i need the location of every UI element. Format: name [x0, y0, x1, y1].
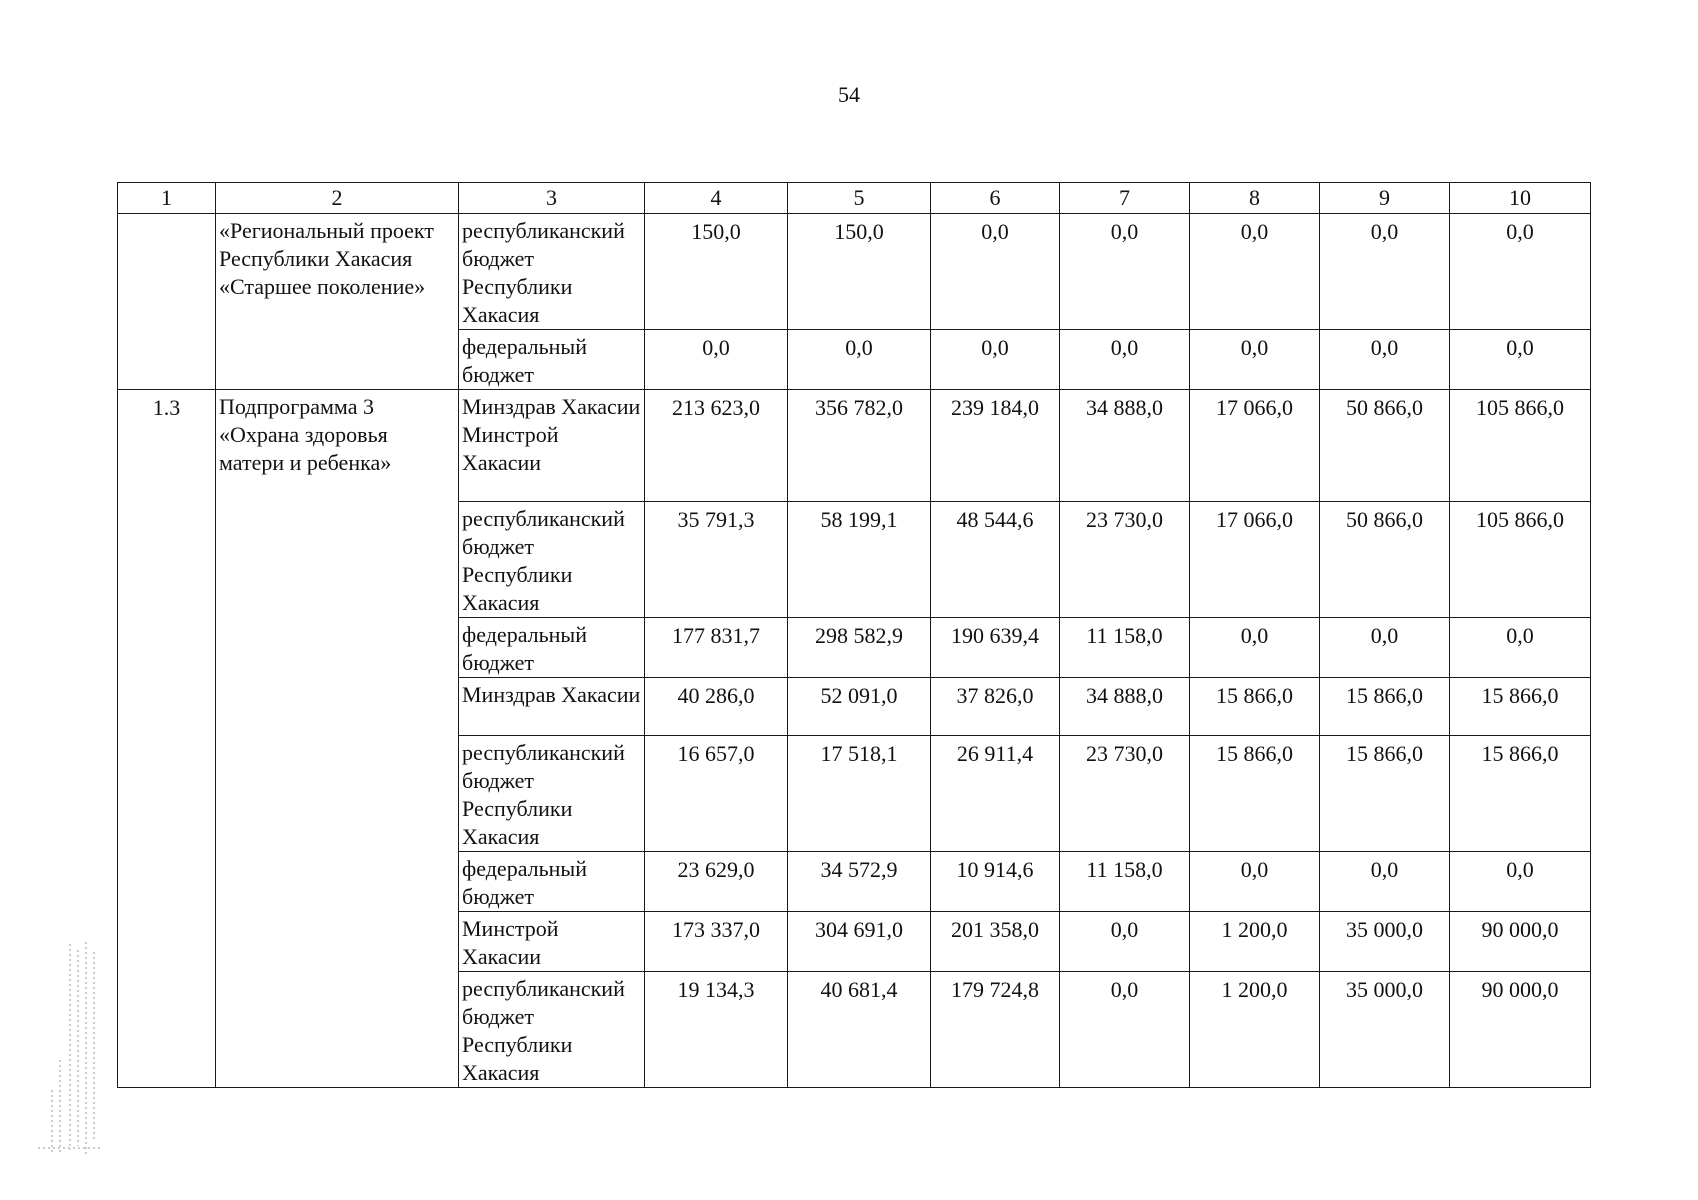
amount-cell: 0,0 — [1190, 852, 1320, 912]
amount-cell: 35 000,0 — [1320, 912, 1450, 972]
amount-cell: 179 724,8 — [931, 972, 1060, 1088]
amount-cell: 34 888,0 — [1060, 678, 1190, 736]
amount-cell: 40 681,4 — [788, 972, 931, 1088]
amount-cell: 0,0 — [1450, 618, 1591, 678]
column-header: 10 — [1450, 183, 1591, 214]
amount-cell: 0,0 — [1320, 330, 1450, 390]
funding-source: федеральный бюджет — [459, 618, 645, 678]
amount-cell: 58 199,1 — [788, 502, 931, 618]
amount-cell: 23 730,0 — [1060, 736, 1190, 852]
amount-cell: 173 337,0 — [645, 912, 788, 972]
amount-cell: 105 866,0 — [1450, 502, 1591, 618]
amount-cell: 35 791,3 — [645, 502, 788, 618]
amount-cell: 35 000,0 — [1320, 972, 1450, 1088]
amount-cell: 34 888,0 — [1060, 390, 1190, 502]
amount-cell: 0,0 — [1450, 852, 1591, 912]
amount-cell: 177 831,7 — [645, 618, 788, 678]
amount-cell: 50 866,0 — [1320, 502, 1450, 618]
amount-cell: 26 911,4 — [931, 736, 1060, 852]
amount-cell: 0,0 — [1450, 330, 1591, 390]
amount-cell: 0,0 — [1450, 214, 1591, 330]
item-code: 1.3 — [118, 390, 216, 1088]
amount-cell: 0,0 — [1190, 330, 1320, 390]
amount-cell: 298 582,9 — [788, 618, 931, 678]
amount-cell: 304 691,0 — [788, 912, 931, 972]
amount-cell: 0,0 — [645, 330, 788, 390]
amount-cell: 0,0 — [1320, 214, 1450, 330]
funding-source: федеральный бюджет — [459, 852, 645, 912]
amount-cell: 90 000,0 — [1450, 912, 1591, 972]
funding-source: республиканский бюджет Республики Хакасия — [459, 972, 645, 1088]
amount-cell: 23 730,0 — [1060, 502, 1190, 618]
item-name: «Региональный проект Республики Хакасия «Старшее поколение» — [216, 214, 459, 390]
amount-cell: 48 544,6 — [931, 502, 1060, 618]
funding-source: Минстрой Хакасии — [459, 912, 645, 972]
funding-source: республиканский бюджет Республики Хакасия — [459, 502, 645, 618]
amount-cell: 15 866,0 — [1190, 678, 1320, 736]
funding-source: Минздрав Хакасии — [459, 678, 645, 736]
amount-cell: 10 914,6 — [931, 852, 1060, 912]
column-header: 1 — [118, 183, 216, 214]
amount-cell: 15 866,0 — [1320, 678, 1450, 736]
amount-cell: 0,0 — [1320, 852, 1450, 912]
column-header: 2 — [216, 183, 459, 214]
amount-cell: 190 639,4 — [931, 618, 1060, 678]
amount-cell: 17 518,1 — [788, 736, 931, 852]
margin-stamp-marks — [30, 940, 102, 1160]
amount-cell: 0,0 — [1190, 618, 1320, 678]
amount-cell: 15 866,0 — [1190, 736, 1320, 852]
funding-source: республиканский бюджет Республики Хакасия — [459, 736, 645, 852]
amount-cell: 37 826,0 — [931, 678, 1060, 736]
funding-source: республиканский бюджет Республики Хакасия — [459, 214, 645, 330]
funding-source: федеральный бюджет — [459, 330, 645, 390]
amount-cell: 0,0 — [1060, 912, 1190, 972]
amount-cell: 150,0 — [645, 214, 788, 330]
amount-cell: 17 066,0 — [1190, 502, 1320, 618]
amount-cell: 34 572,9 — [788, 852, 931, 912]
header-row — [118, 183, 1591, 214]
amount-cell: 0,0 — [1060, 214, 1190, 330]
amount-cell: 0,0 — [931, 330, 1060, 390]
amount-cell: 11 158,0 — [1060, 618, 1190, 678]
amount-cell: 105 866,0 — [1450, 390, 1591, 502]
amount-cell: 52 091,0 — [788, 678, 931, 736]
amount-cell: 356 782,0 — [788, 390, 931, 502]
column-header: 3 — [459, 183, 645, 214]
amount-cell: 50 866,0 — [1320, 390, 1450, 502]
amount-cell: 0,0 — [931, 214, 1060, 330]
amount-cell: 1 200,0 — [1190, 912, 1320, 972]
table-row — [118, 390, 1591, 502]
amount-cell: 40 286,0 — [645, 678, 788, 736]
amount-cell: 0,0 — [788, 330, 931, 390]
item-code — [118, 214, 216, 390]
amount-cell: 150,0 — [788, 214, 931, 330]
amount-cell: 1 200,0 — [1190, 972, 1320, 1088]
amount-cell: 15 866,0 — [1450, 736, 1591, 852]
amount-cell: 201 358,0 — [931, 912, 1060, 972]
amount-cell: 0,0 — [1060, 330, 1190, 390]
amount-cell: 16 657,0 — [645, 736, 788, 852]
funding-source: Минздрав Хакасии Минстрой Хакасии — [459, 390, 645, 502]
amount-cell: 90 000,0 — [1450, 972, 1591, 1088]
table-row — [118, 214, 1591, 330]
column-header: 8 — [1190, 183, 1320, 214]
amount-cell: 0,0 — [1190, 214, 1320, 330]
amount-cell: 0,0 — [1320, 618, 1450, 678]
column-header: 7 — [1060, 183, 1190, 214]
amount-cell: 19 134,3 — [645, 972, 788, 1088]
amount-cell: 17 066,0 — [1190, 390, 1320, 502]
column-header: 9 — [1320, 183, 1450, 214]
amount-cell: 239 184,0 — [931, 390, 1060, 502]
column-header: 6 — [931, 183, 1060, 214]
item-name: Подпрограмма 3 «Охрана здоровья матери и ребенка» — [216, 390, 459, 1088]
budget-table — [117, 182, 1591, 1088]
amount-cell: 23 629,0 — [645, 852, 788, 912]
amount-cell: 213 623,0 — [645, 390, 788, 502]
amount-cell: 15 866,0 — [1320, 736, 1450, 852]
page-number: 54 — [838, 82, 860, 107]
amount-cell: 15 866,0 — [1450, 678, 1591, 736]
column-header: 4 — [645, 183, 788, 214]
column-header: 5 — [788, 183, 931, 214]
amount-cell: 11 158,0 — [1060, 852, 1190, 912]
amount-cell: 0,0 — [1060, 972, 1190, 1088]
